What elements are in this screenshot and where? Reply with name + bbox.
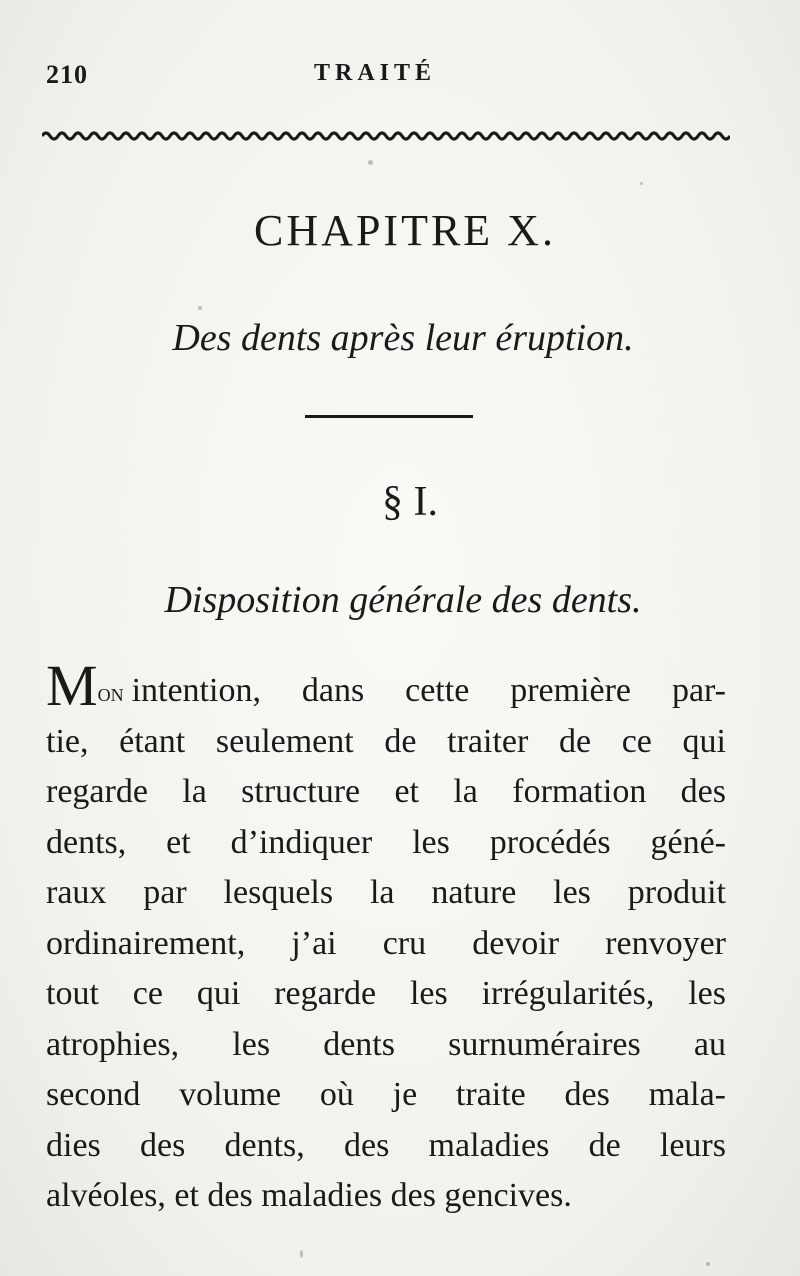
text-line [46,653,726,718]
paper-speck [300,1250,303,1258]
drop-initial: M [46,653,98,718]
page-number: 210 [46,60,88,89]
chapter-title: CHAPITRE X. [254,206,556,255]
paper-speck [368,160,373,165]
ornamental-rule [42,128,730,144]
text-line: alvéoles, et des maladies des gencives. [46,1177,572,1214]
chapter-subtitle: Des dents après leur éruption. [172,317,634,359]
text-line: dies des dents, des maladies de leurs [46,1126,726,1164]
paper-speck [640,182,643,185]
paper-speck [198,306,202,310]
running-head [46,60,740,100]
text-line: tout ce qui regarde les irrégularités, les [46,975,726,1012]
section-title: Disposition générale des dents. [164,579,642,621]
body-paragraph [46,653,726,1222]
text-line: ordinairement, j’ai cru devoir renvoyer [46,924,726,962]
text-line: regarde la structure et la formation des [46,773,726,810]
text-line: second volume où je traite des mala- [46,1076,726,1113]
small-caps-text: on [97,678,124,707]
running-title: TRAITÉ [314,60,437,86]
text-line: tie, étant seulement de traiter de ce qui [46,722,726,760]
text-line: dents, et d’indiquer les procédés géné- [46,823,726,861]
text-line: atrophies, les dents surnuméraires au [46,1025,726,1063]
section-number: § I. [382,479,438,525]
text-line-content: intention, dans cette première par- [131,672,726,709]
paper-speck [706,1262,710,1266]
section-divider [305,415,473,418]
text-line: raux par lesquels la nature les produit [46,874,726,911]
